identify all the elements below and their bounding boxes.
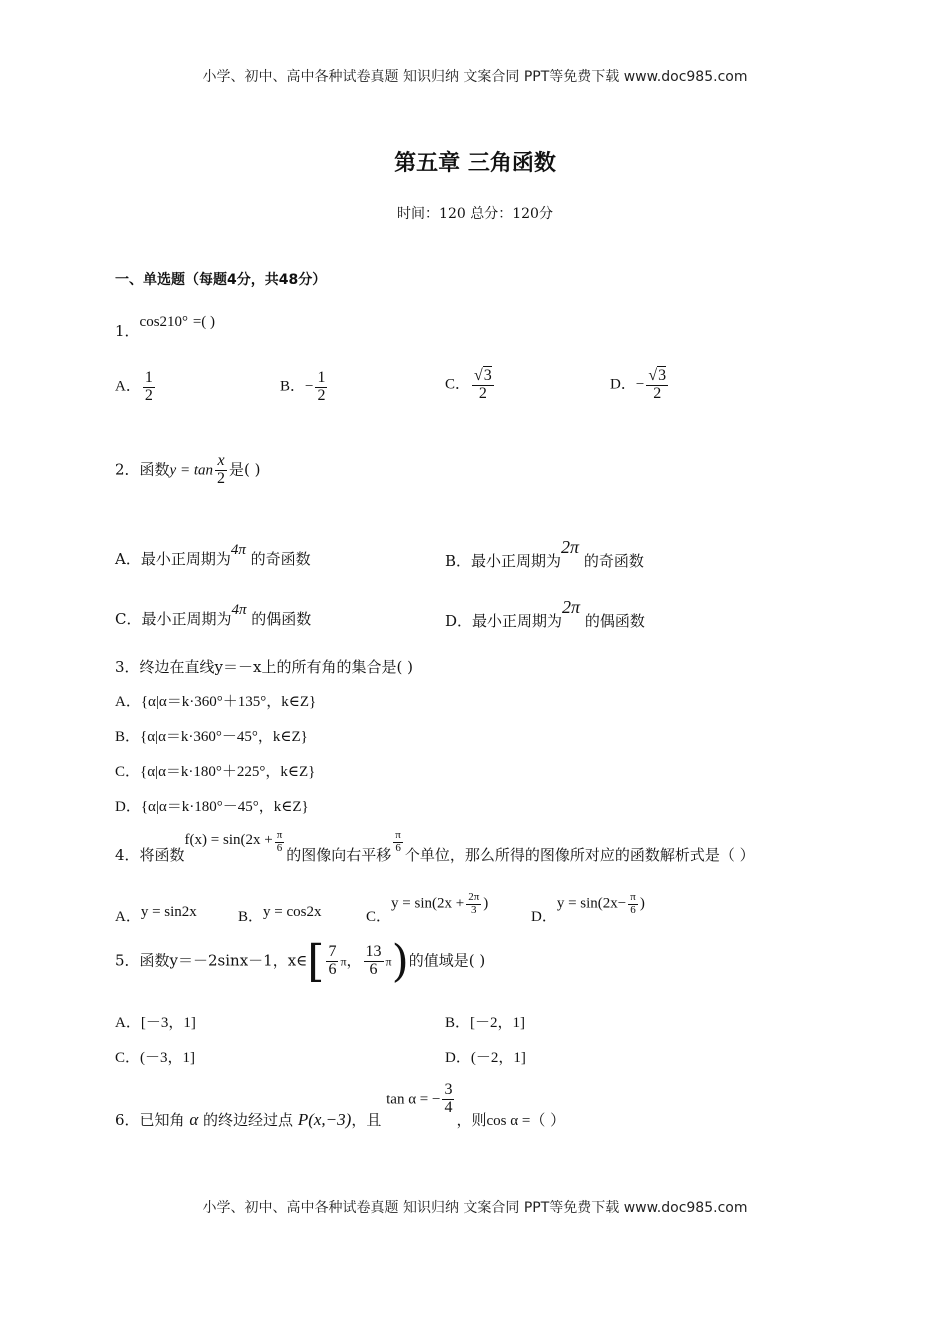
q2-option-c: C．最小正周期为4π 的偶函数	[115, 602, 312, 628]
fraction: $\frac{x}{2}$	[217, 452, 225, 487]
question-1	[115, 312, 216, 340]
fraction: $\frac{\pi}{6}$	[395, 829, 401, 854]
question-5: 5．函数y＝－2sinx－1，x∈[ $\frac{7}{6}$ π， $\frac{13}{6}$ π)的值域是( )	[115, 936, 486, 987]
q1-option-a: A． $\frac{1}{2}$	[115, 369, 153, 404]
q5-option-c: C．(－3，1]	[115, 1050, 195, 1066]
question-expression: y = tan	[169, 462, 213, 479]
function-expression: f(x) = sin(2x +	[184, 832, 273, 848]
question-6: 6．已知角 α 的终边经过点 P(x,−3)，且 tan α = − $\frac{3}{4}$ ，则cos α =（ ）	[115, 1081, 566, 1130]
question-3: 3．终边在直线y＝－x上的所有角的集合是( )	[115, 658, 413, 676]
page-title: 第五章 三角函数	[394, 151, 556, 176]
q3-option-d: D．{α|α＝k·180°－45°，k∈Z}	[115, 799, 309, 815]
fraction: $\frac{1}{2}$	[317, 369, 326, 404]
q1-option-d: D．− $\frac{√3}{2}$	[610, 367, 667, 402]
q2-option-d: D．最小正周期为2π 的偶函数	[445, 597, 645, 630]
fraction: $\frac{13}{6}$	[365, 943, 382, 979]
q4-option-b: B．y = cos2x	[238, 904, 322, 925]
q5-option-d: D．(－2，1]	[445, 1050, 526, 1066]
footer-banner: 小学、初中、高中各种试卷真题 知识归纳 文案合同 PPT等免费下载 www.doc985.com	[202, 1200, 748, 1216]
header-banner: 小学、初中、高中各种试卷真题 知识归纳 文案合同 PPT等免费下载 www.doc985.com	[202, 69, 748, 85]
q3-option-a: A．{α|α＝k·360°＋135°，k∈Z}	[115, 694, 317, 710]
q5-option-a: A．[－3，1]	[115, 1015, 196, 1031]
fraction: $\frac{7}{6}$	[328, 943, 337, 979]
q4-option-a: A．y = sin2x	[115, 904, 197, 925]
fraction: $\frac{3}{4}$	[444, 1081, 453, 1116]
q3-option-c: C．{α|α＝k·180°＋225°，k∈Z}	[115, 764, 316, 780]
question-4: 4．将函数f(x) = sin(2x + $\frac{\pi}{6}$ 的图像向右平移 $\frac{\pi}{6}$ 个单位，那么所得的图像所对应的函数解析式是（ ）	[115, 829, 755, 864]
fraction: $\frac{1}{2}$	[144, 369, 153, 404]
question-2: 2．函数y = tan $\frac{x}{2}$ 是( )	[115, 452, 261, 487]
exam-info: 时间：120 总分：120分	[397, 206, 553, 222]
question-expression: cos210°	[139, 314, 189, 330]
q3-option-b: B．{α|α＝k·360°－45°，k∈Z}	[115, 729, 308, 745]
q1-option-b: B．− $\frac{1}{2}$	[280, 369, 326, 404]
q2-option-a: A．最小正周期为4π 的奇函数	[115, 542, 311, 568]
section-heading: 一、单选题（每题4分，共48分）	[115, 272, 327, 288]
q4-option-c: C．y = sin(2x + $\frac{2\pi}{3}$ )	[366, 891, 489, 926]
fraction: $\frac{√3}{2}$	[474, 367, 492, 402]
fraction: $\frac{2\pi}{3}$	[468, 891, 480, 916]
fraction: $\frac{\pi}{6}$	[276, 829, 283, 854]
q5-option-b: B．[－2，1]	[445, 1015, 525, 1031]
fraction: $\frac{√3}{2}$	[648, 367, 667, 402]
q1-option-c: C． $\frac{√3}{2}$	[445, 367, 492, 402]
q4-option-d: D．y = sin(2x− $\frac{\pi}{6}$ )	[531, 891, 645, 926]
answer-blank: =( )	[192, 314, 216, 330]
question-number: 1．	[115, 322, 140, 340]
q2-option-b: B．最小正周期为2π 的奇函数	[445, 537, 644, 570]
fraction: $\frac{\pi}{6}$	[630, 891, 636, 916]
